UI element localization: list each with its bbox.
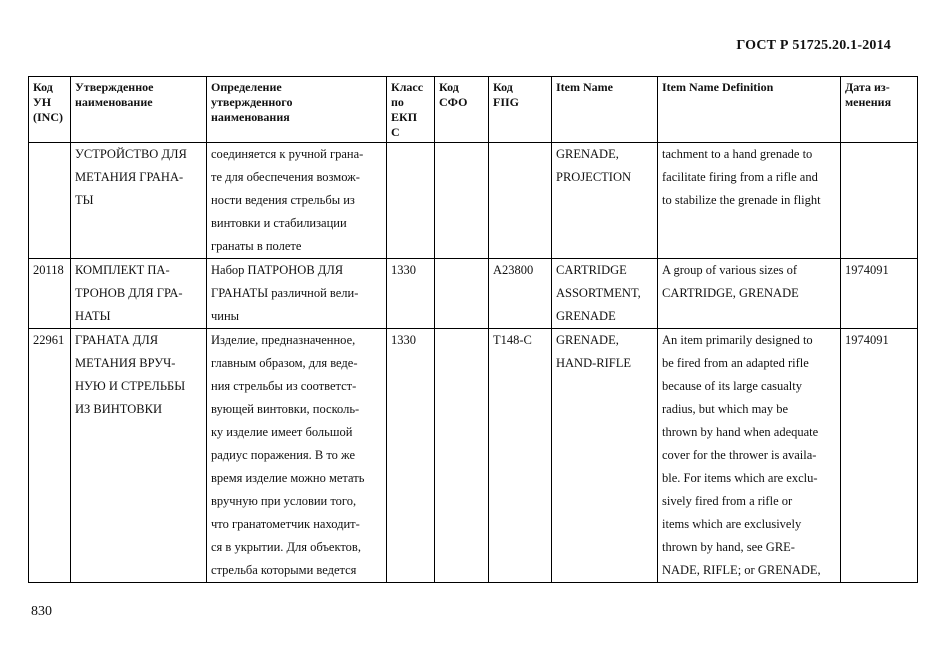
header-line: Код [33, 80, 53, 94]
cell-line: вующей винтовки, посколь- [211, 402, 360, 416]
cell-line: GRENADE, [556, 147, 619, 161]
cell-sfo [435, 259, 489, 329]
table-row [29, 143, 918, 259]
header-line: утвержденного [211, 95, 293, 109]
cell-inc [29, 143, 71, 259]
header-line: Item Name Definition [662, 80, 774, 94]
cell-line: Изделие, предназначенное, [211, 333, 356, 347]
cell-definition [207, 329, 387, 583]
cell-fiig: A23800 [489, 259, 552, 329]
cell-inc: 22961 [29, 329, 71, 583]
cell-line: tachment to a hand grenade to [662, 147, 813, 161]
cell-inc: 20118 [29, 259, 71, 329]
cell-approved-name [71, 143, 207, 259]
cell-line: ности ведения стрельбы из [211, 193, 355, 207]
cell-line: thrown by hand when adequate [662, 425, 819, 439]
header-item-definition [658, 77, 841, 143]
cell-line: ИЗ ВИНТОВКИ [75, 402, 163, 416]
cell-line: НУЮ И СТРЕЛЬБЫ [75, 379, 186, 393]
header-line: Класс [391, 80, 424, 94]
header-approved-name [71, 77, 207, 143]
header-change-date [841, 77, 918, 143]
cell-line: время изделие можно метать [211, 471, 365, 485]
cell-line: ГРАНАТЫ различной вели- [211, 286, 359, 300]
cell-sfo [435, 143, 489, 259]
header-line: (INC) [33, 110, 63, 124]
cell-line: что гранатометчик находит- [211, 517, 360, 531]
cell-line: cover for the thrower is availa- [662, 448, 817, 462]
cell-line: NADE, RIFLE; or GRENADE, [662, 563, 821, 577]
header-line: Item Name [556, 80, 613, 94]
cell-definition [207, 259, 387, 329]
cell-line: CARTRIDGE, GRENADE [662, 286, 799, 300]
cell-sfo [435, 329, 489, 583]
cell-line: НАТЫ [75, 309, 111, 323]
table-row [29, 259, 918, 329]
header-class [387, 77, 435, 143]
cell-change-date [841, 143, 918, 259]
cell-line: because of its large casualty [662, 379, 802, 393]
cell-class: 1330 [387, 329, 435, 583]
cell-line: чины [211, 309, 240, 323]
cell-fiig: T148-C [489, 329, 552, 583]
cell-line: ния стрельбы из соответст- [211, 379, 357, 393]
cell-class [387, 143, 435, 259]
cell-item-definition [658, 329, 841, 583]
cell-line: винтовки и стабилизации [211, 216, 347, 230]
cell-line: ТЫ [75, 193, 94, 207]
document-standard-header: ГОСТ Р 51725.20.1-2014 [736, 38, 891, 53]
cell-line: be fired from an adapted rifle [662, 356, 809, 370]
cell-class: 1330 [387, 259, 435, 329]
cell-change-date: 1974091 [841, 259, 918, 329]
cell-approved-name [71, 329, 207, 583]
header-line: менения [845, 95, 892, 109]
cell-line: стрельба которыми ведется [211, 563, 357, 577]
cell-line: ble. For items which are exclu- [662, 471, 818, 485]
cell-line: вручную при условии того, [211, 494, 357, 508]
cell-fiig [489, 143, 552, 259]
cell-line: HAND-RIFLE [556, 356, 631, 370]
cell-line: GRENADE, [556, 333, 619, 347]
cell-line: ку изделие имеет большой [211, 425, 353, 439]
cell-line: PROJECTION [556, 170, 632, 184]
header-line: Утвержденное [75, 80, 154, 94]
header-line: СФО [439, 95, 468, 109]
page-number: 830 [31, 604, 52, 619]
cell-line: УСТРОЙСТВО ДЛЯ [75, 147, 187, 161]
cell-line: КОМПЛЕКТ ПА- [75, 263, 170, 277]
cell-line: thrown by hand, see GRE- [662, 540, 795, 554]
cell-line: radius, but which may be [662, 402, 789, 416]
header-line: наименования [211, 110, 290, 124]
cell-change-date: 1974091 [841, 329, 918, 583]
header-line: С [391, 125, 400, 139]
cell-line: GRENADE [556, 309, 616, 323]
cell-line: Набор ПАТРОНОВ ДЛЯ [211, 263, 344, 277]
cell-definition [207, 143, 387, 259]
cell-line: те для обеспечения возмож- [211, 170, 360, 184]
header-fiig [489, 77, 552, 143]
header-line: Код [439, 80, 459, 94]
cell-line: ГРАНАТА ДЛЯ [75, 333, 159, 347]
header-line: ЕКП [391, 110, 418, 124]
cell-line: главным образом, для веде- [211, 356, 358, 370]
header-line: наименование [75, 95, 153, 109]
cell-line: ASSORTMENT, [556, 286, 641, 300]
cell-line: An item primarily designed to [662, 333, 813, 347]
cell-line: радиус поражения. В то же [211, 448, 356, 462]
cell-approved-name [71, 259, 207, 329]
cell-line: соединяется к ручной грана- [211, 147, 364, 161]
header-line: УН [33, 95, 52, 109]
header-item-name [552, 77, 658, 143]
table-row [29, 329, 918, 583]
header-line: FIIG [493, 95, 520, 109]
cell-line: МЕТАНИЯ ВРУЧ- [75, 356, 176, 370]
cell-item-definition [658, 259, 841, 329]
nomenclature-table [28, 76, 918, 583]
cell-line: МЕТАНИЯ ГРАНА- [75, 170, 184, 184]
cell-item-name [552, 329, 658, 583]
cell-item-name [552, 143, 658, 259]
cell-line: CARTRIDGE [556, 263, 627, 277]
cell-line: facilitate firing from a rifle and [662, 170, 818, 184]
header-line: Код [493, 80, 513, 94]
header-definition [207, 77, 387, 143]
header-sfo [435, 77, 489, 143]
header-line: Определение [211, 80, 282, 94]
header-inc [29, 77, 71, 143]
cell-item-name [552, 259, 658, 329]
cell-line: A group of various sizes of [662, 263, 798, 277]
header-line: Дата из- [845, 80, 890, 94]
cell-line: ТРОНОВ ДЛЯ ГРА- [75, 286, 183, 300]
table-body [29, 143, 918, 583]
cell-item-definition [658, 143, 841, 259]
table-header-row [29, 77, 918, 143]
cell-line: sively fired from a rifle or [662, 494, 793, 508]
cell-line: to stabilize the grenade in flight [662, 193, 821, 207]
cell-line: items which are exclusively [662, 517, 802, 531]
cell-line: гранаты в полете [211, 239, 302, 253]
cell-line: ся в укрытии. Для объектов, [211, 540, 361, 554]
header-line: по [391, 95, 404, 109]
